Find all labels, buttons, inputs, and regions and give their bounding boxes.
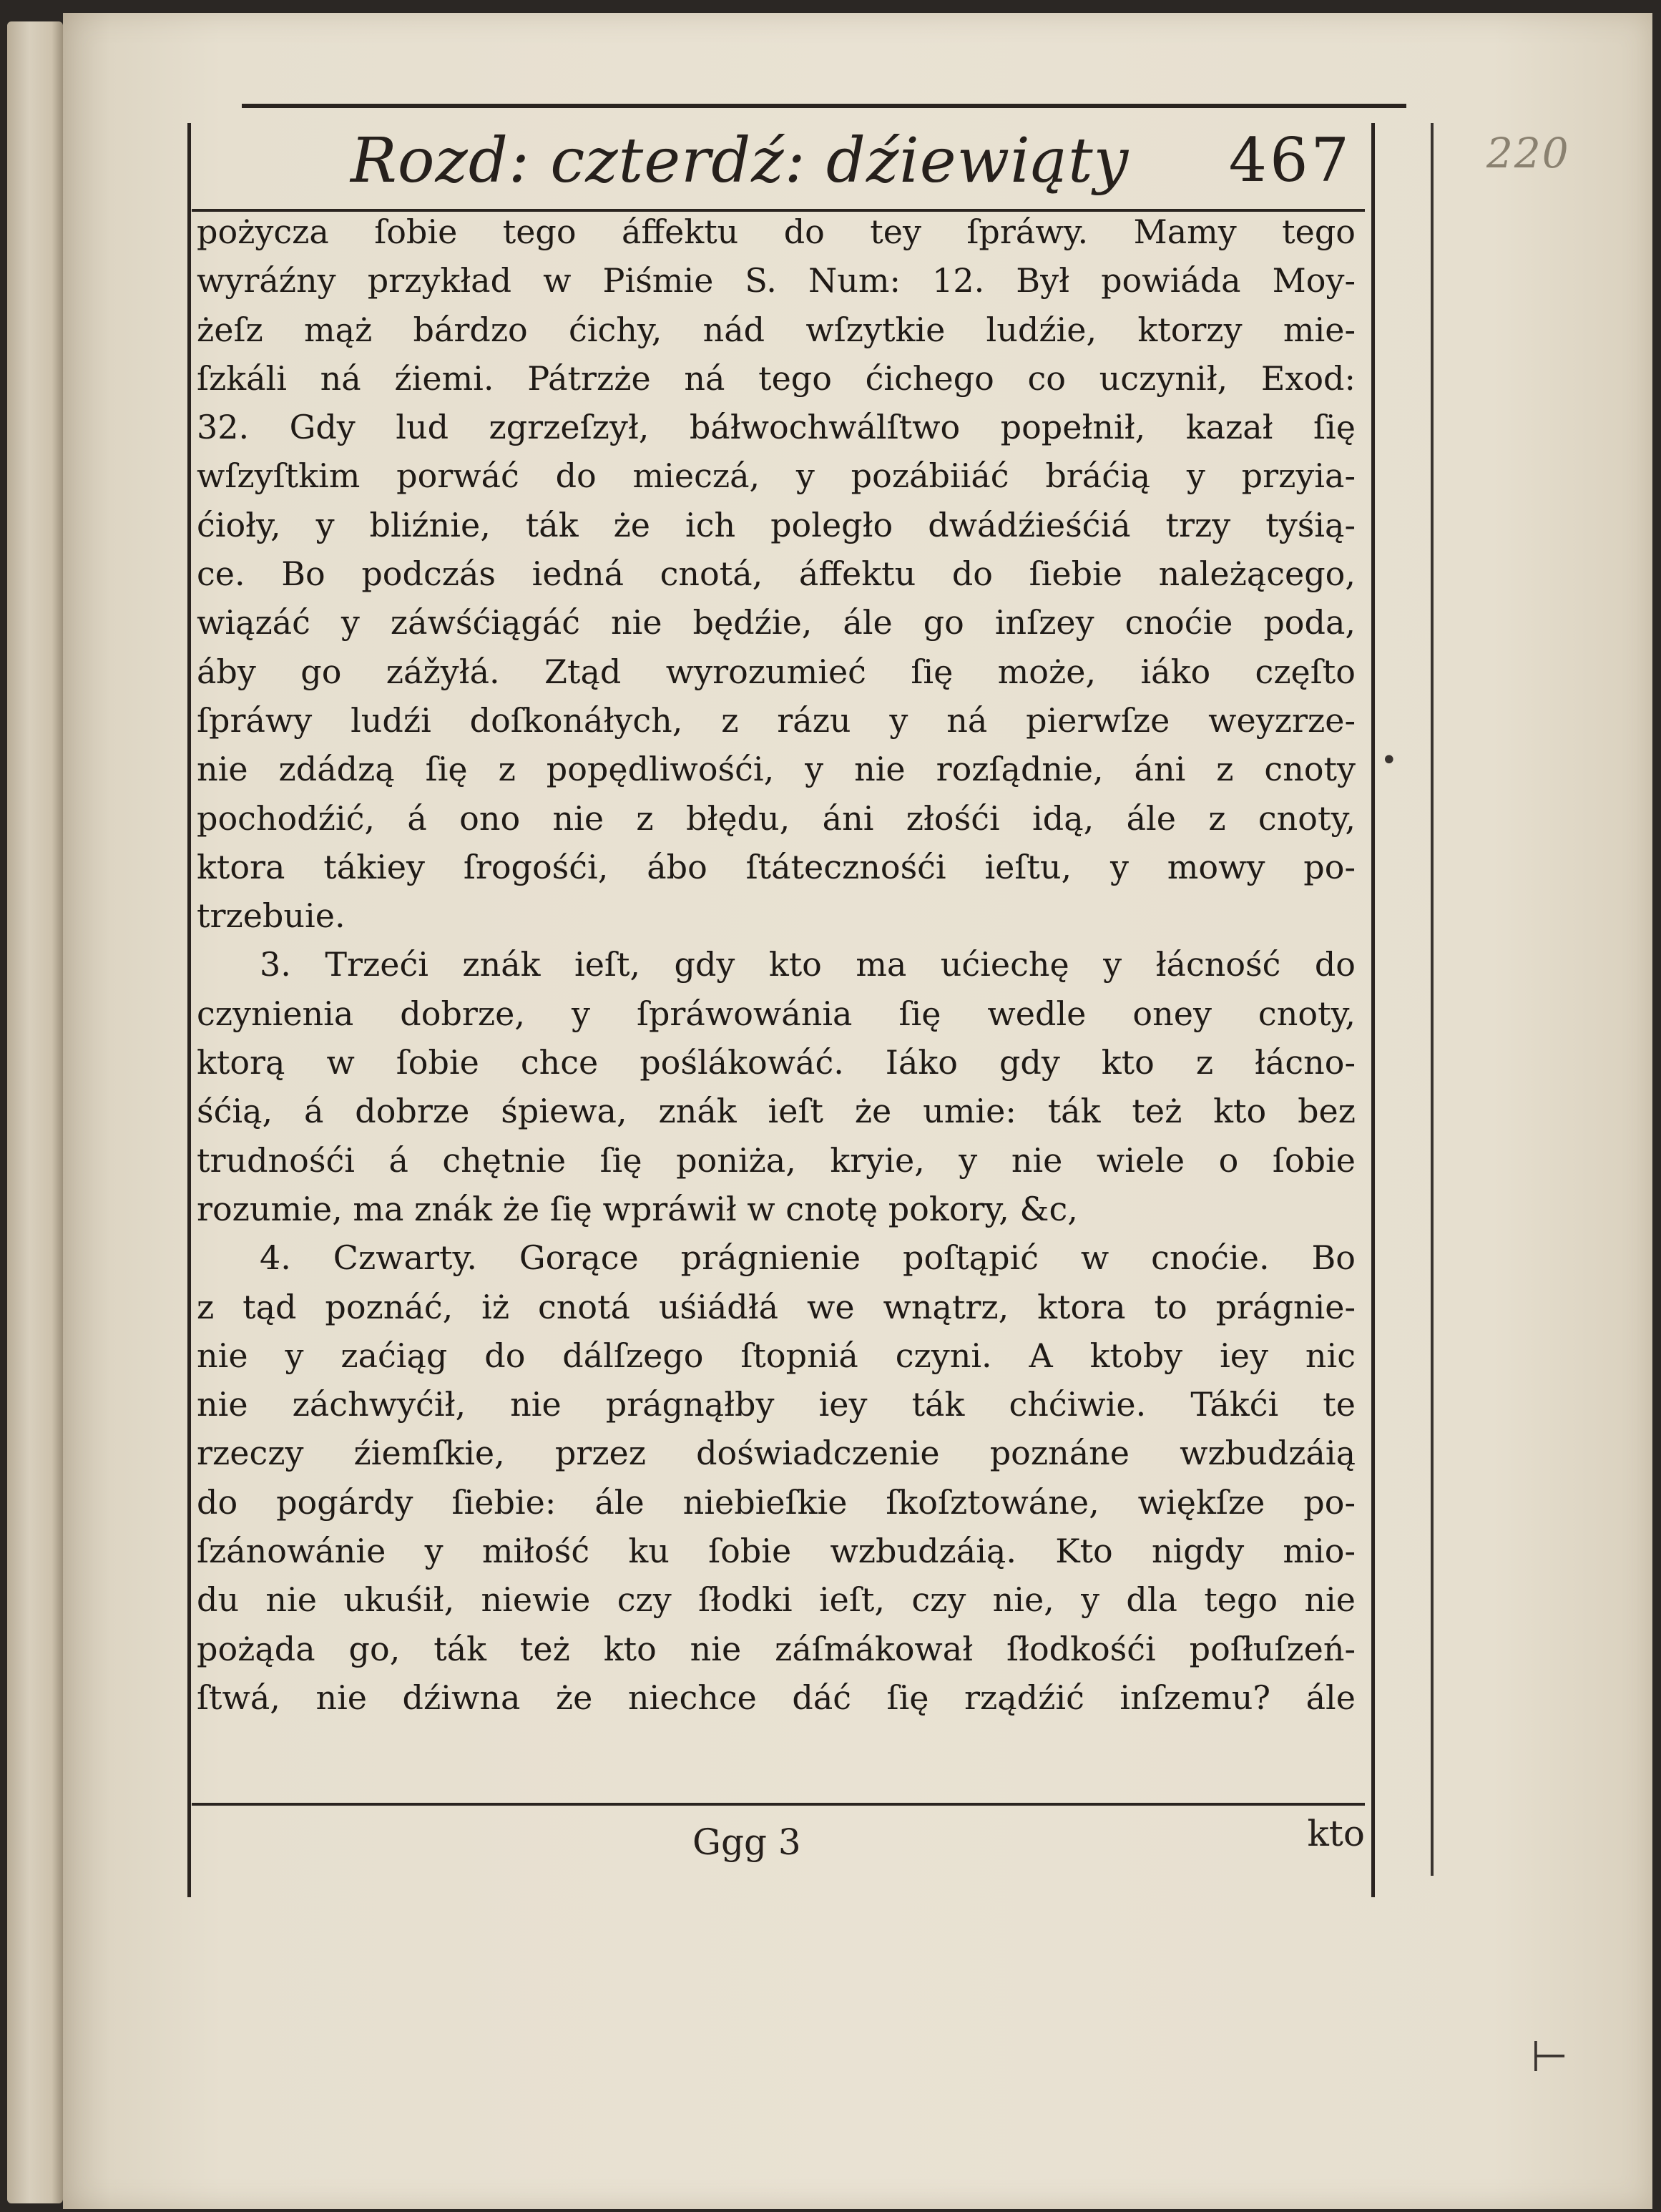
- text-line: wſzyſtkim porwáć do mieczá, y pozábiiáć bráćią y przyia-: [197, 456, 1356, 496]
- text-line: nie y zaćiąg do dálſzego ſtopniá czyni. A ktoby iey nic: [197, 1336, 1356, 1375]
- text-line: ćioły, y bliźnie, ták że ich poległo dwádźieśćiá trzy tyśią-: [197, 505, 1356, 544]
- text-line: ce. Bo podczás iedná cnotá, áffektu do ſiebie należącego,: [197, 554, 1356, 594]
- running-head: Rozd: czterdź: dźiewiąty: [351, 125, 1130, 197]
- text-line: trudnośći á chętnie ſię poniża, kryie, y nie wiele o ſobie: [197, 1140, 1356, 1180]
- page-number: 467: [1228, 125, 1352, 195]
- text-line: pożąda go, ták też kto nie záſmákował ſłodkośći poſłuſzeń-: [197, 1629, 1356, 1668]
- text-line: wiązáć y záwśćiągáć nie będźie, ále go inſzey cnoćie poda,: [197, 603, 1356, 642]
- text-line: trzebuie.: [197, 896, 346, 936]
- paragraph-start-line: 4. Czwarty. Gorące prágnienie poſtąpić w cnoćie. Bo: [260, 1238, 1356, 1278]
- text-line: wyráźny przykład w Piśmie S. Num: 12. Był powiáda Moy-: [197, 261, 1356, 300]
- paragraph-start-line: 3. Trzeći znák ieſt, gdy kto ma ućiechę y łácność do: [260, 945, 1356, 984]
- text-line: áby go zážyłá. Ztąd wyrozumieć ſię może, iáko częſto: [197, 652, 1356, 691]
- text-line: ktorą w ſobie chce poślákowáć. Iáko gdy kto z łácno-: [197, 1043, 1356, 1082]
- left-page-edge: [7, 21, 63, 2203]
- text-line: pochodźić, á ono nie z błędu, áni złośći idą, ále z cnoty,: [197, 798, 1356, 838]
- margin-dot: •: [1381, 744, 1398, 777]
- catchword: kto: [1307, 1813, 1365, 1854]
- page-header: [351, 125, 1366, 211]
- body-text: [197, 207, 1356, 1722]
- outer-margin-rule: [1431, 123, 1434, 1876]
- signature-mark: Ggg 3: [692, 1821, 801, 1863]
- text-line: do pogárdy ſiebie: ále niebieſkie ſkoſztowáne, więkſze po-: [197, 1482, 1356, 1522]
- text-line: rzeczy źiemſkie, przez doświadczenie poznáne wzbudzáią: [197, 1434, 1356, 1473]
- text-line: pożycza ſobie tego áffektu do tey ſpráwy. Mamy tego: [197, 212, 1356, 251]
- archive-number: 220: [1486, 129, 1570, 177]
- text-line: śćią, á dobrze śpiewa, znák ieſt że umie: ták też kto bez: [197, 1092, 1356, 1131]
- text-line: rozumie, ma znák że ſię wpráwił w cnotę pokory, &c,: [197, 1189, 1078, 1228]
- text-line: ſzánowánie y miłość ku ſobie wzbudzáią. Kto nigdy mio-: [197, 1532, 1356, 1571]
- text-line: ſtwá, nie dźiwna że niechce dáć ſię rządźić inſzemu? ále: [197, 1678, 1356, 1717]
- pencil-mark: ⊢: [1531, 2032, 1569, 2082]
- text-line: nie záchwyćił, nie prágnąłby iey ták chćiwie. Tákći te: [197, 1385, 1356, 1424]
- text-line: nie zdádzą ſię z popędliwośći, y nie rozſądnie, áni z cnoty: [197, 750, 1356, 789]
- text-line: du nie ukuśił, niewie czy ſłodki ieſt, czy nie, y dla tego nie: [197, 1580, 1356, 1620]
- text-line: żeſz mąż bárdzo ćichy, nád wſzytkie ludźie, ktorzy mie-: [197, 310, 1356, 349]
- footer-rule: [192, 1803, 1365, 1806]
- text-line: 32. Gdy lud zgrzeſzył, báłwochwálſtwo popełnił, kazał ſię: [197, 408, 1356, 447]
- text-line: ſzkáli ná źiemi. Pátrzże ná tego ćichego co uczynił, Exod:: [197, 358, 1356, 398]
- text-line: czynienia dobrze, y ſpráwowánia ſię wedle oney cnoty,: [197, 994, 1356, 1033]
- text-line: ktora tákiey ſrogośći, ábo ſtátecznośći ieſtu, y mowy po-: [197, 847, 1356, 886]
- text-line: z tąd poznáć, iż cnotá uśiádłá we wnątrz, ktora to prágnie-: [197, 1287, 1356, 1326]
- text-line: ſpráwy ludźi doſkonáłych, z rázu y ná pierwſze weyzrze-: [197, 700, 1356, 740]
- top-rule: [242, 104, 1406, 108]
- page-footer: [192, 1810, 1365, 1881]
